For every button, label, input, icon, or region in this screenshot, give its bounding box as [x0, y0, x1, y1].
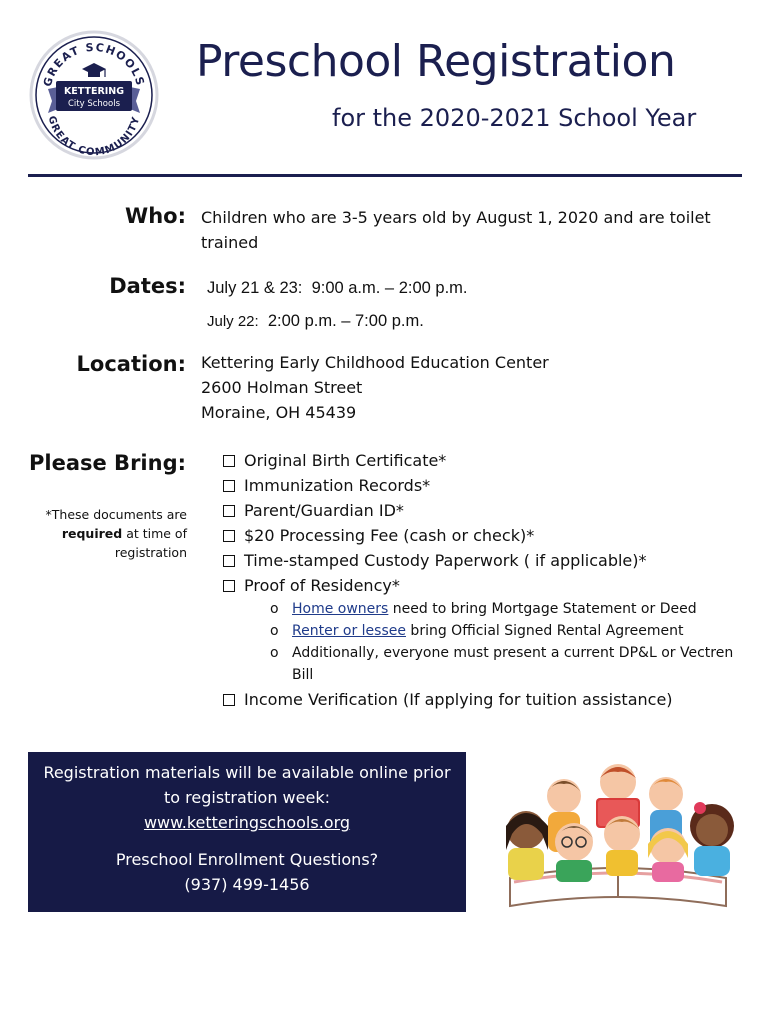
checkbox-icon: [223, 530, 235, 542]
date-line-1-time: 9:00 a.m. – 2:00 p.m.: [311, 279, 468, 297]
registration-info-box: [28, 752, 466, 912]
checkbox-icon: [223, 455, 235, 467]
svg-text:KETTERING: KETTERING: [63, 86, 125, 97]
date-line-1: [207, 276, 467, 301]
info-line-2: to registration week:: [164, 788, 330, 807]
checklist-item: Proof of Residency*: [223, 573, 753, 598]
svg-text:GREAT SCHOOLS: GREAT SCHOOLS: [40, 40, 148, 89]
checkbox-icon: [223, 694, 235, 706]
checklist-item-income: Income Verification (If applying for tuition assistance): [223, 687, 673, 712]
date-line-2-time: 2:00 p.m. – 7:00 p.m.: [267, 312, 424, 330]
dates-label: Dates:: [109, 274, 186, 298]
svg-text:City Schools: City Schools: [67, 99, 121, 109]
phone-number: (937) 499-1456: [184, 875, 310, 894]
bullet-icon: o: [270, 623, 279, 639]
bullet-icon: o: [270, 601, 279, 617]
please-bring-label: Please Bring:: [29, 451, 186, 475]
date-line-1-label: July 21 & 23:: [207, 279, 303, 297]
children-reading-illustration: [490, 750, 746, 910]
svg-text:GREAT COMMUNITY: GREAT COMMUNITY: [45, 114, 143, 159]
questions-line: Preschool Enrollment Questions?: [115, 850, 379, 869]
who-label: Who:: [125, 204, 186, 228]
document-checklist: [223, 448, 753, 598]
page-title: Preschool Registration: [196, 36, 676, 87]
location-label: Location:: [76, 352, 186, 376]
checklist-item: $20 Processing Fee (cash or check)*: [223, 523, 753, 548]
checklist-item: Time-stamped Custody Paperwork ( if applicable)*: [223, 548, 753, 573]
info-line-1: Registration materials will be available online prior: [43, 763, 451, 782]
kettering-logo: [28, 25, 160, 163]
who-text: Children who are 3-5 years old by August 1, 2020 and are toilet trained: [201, 208, 711, 252]
checklist-item: Immunization Records*: [223, 473, 753, 498]
location-line-1: Kettering Early Childhood Education Center: [201, 353, 549, 372]
location-line-3: Moraine, OH 45439: [201, 403, 357, 422]
checkbox-icon: [223, 580, 235, 592]
sub-list-item: o Additionally, everyone must present a current DP&L or Vectren Bill: [270, 642, 740, 686]
checkbox-icon: [223, 505, 235, 517]
residency-sublist: [270, 598, 740, 686]
sub-list-item: o Home owners need to bring Mortgage Statement or Deed: [270, 598, 740, 620]
location-line-2: 2600 Holman Street: [201, 378, 363, 397]
sub-list-item: o Renter or lessee bring Official Signed Rental Agreement: [270, 620, 740, 642]
bullet-icon: o: [270, 645, 279, 661]
location-address: [201, 350, 701, 425]
checkbox-icon: [223, 480, 235, 492]
website-link[interactable]: www.ketteringschools.org: [143, 813, 351, 832]
checkbox-icon: [223, 555, 235, 567]
checklist-item: Parent/Guardian ID*: [223, 498, 753, 523]
date-line-2: [207, 309, 424, 334]
page-subtitle: for the 2020-2021 School Year: [332, 104, 697, 132]
checklist-item: Original Birth Certificate*: [223, 448, 753, 473]
header-divider: [28, 174, 742, 177]
documents-required-note: *These documents are required at time of registration: [45, 507, 187, 560]
date-line-2-label: July 22:: [207, 313, 259, 330]
